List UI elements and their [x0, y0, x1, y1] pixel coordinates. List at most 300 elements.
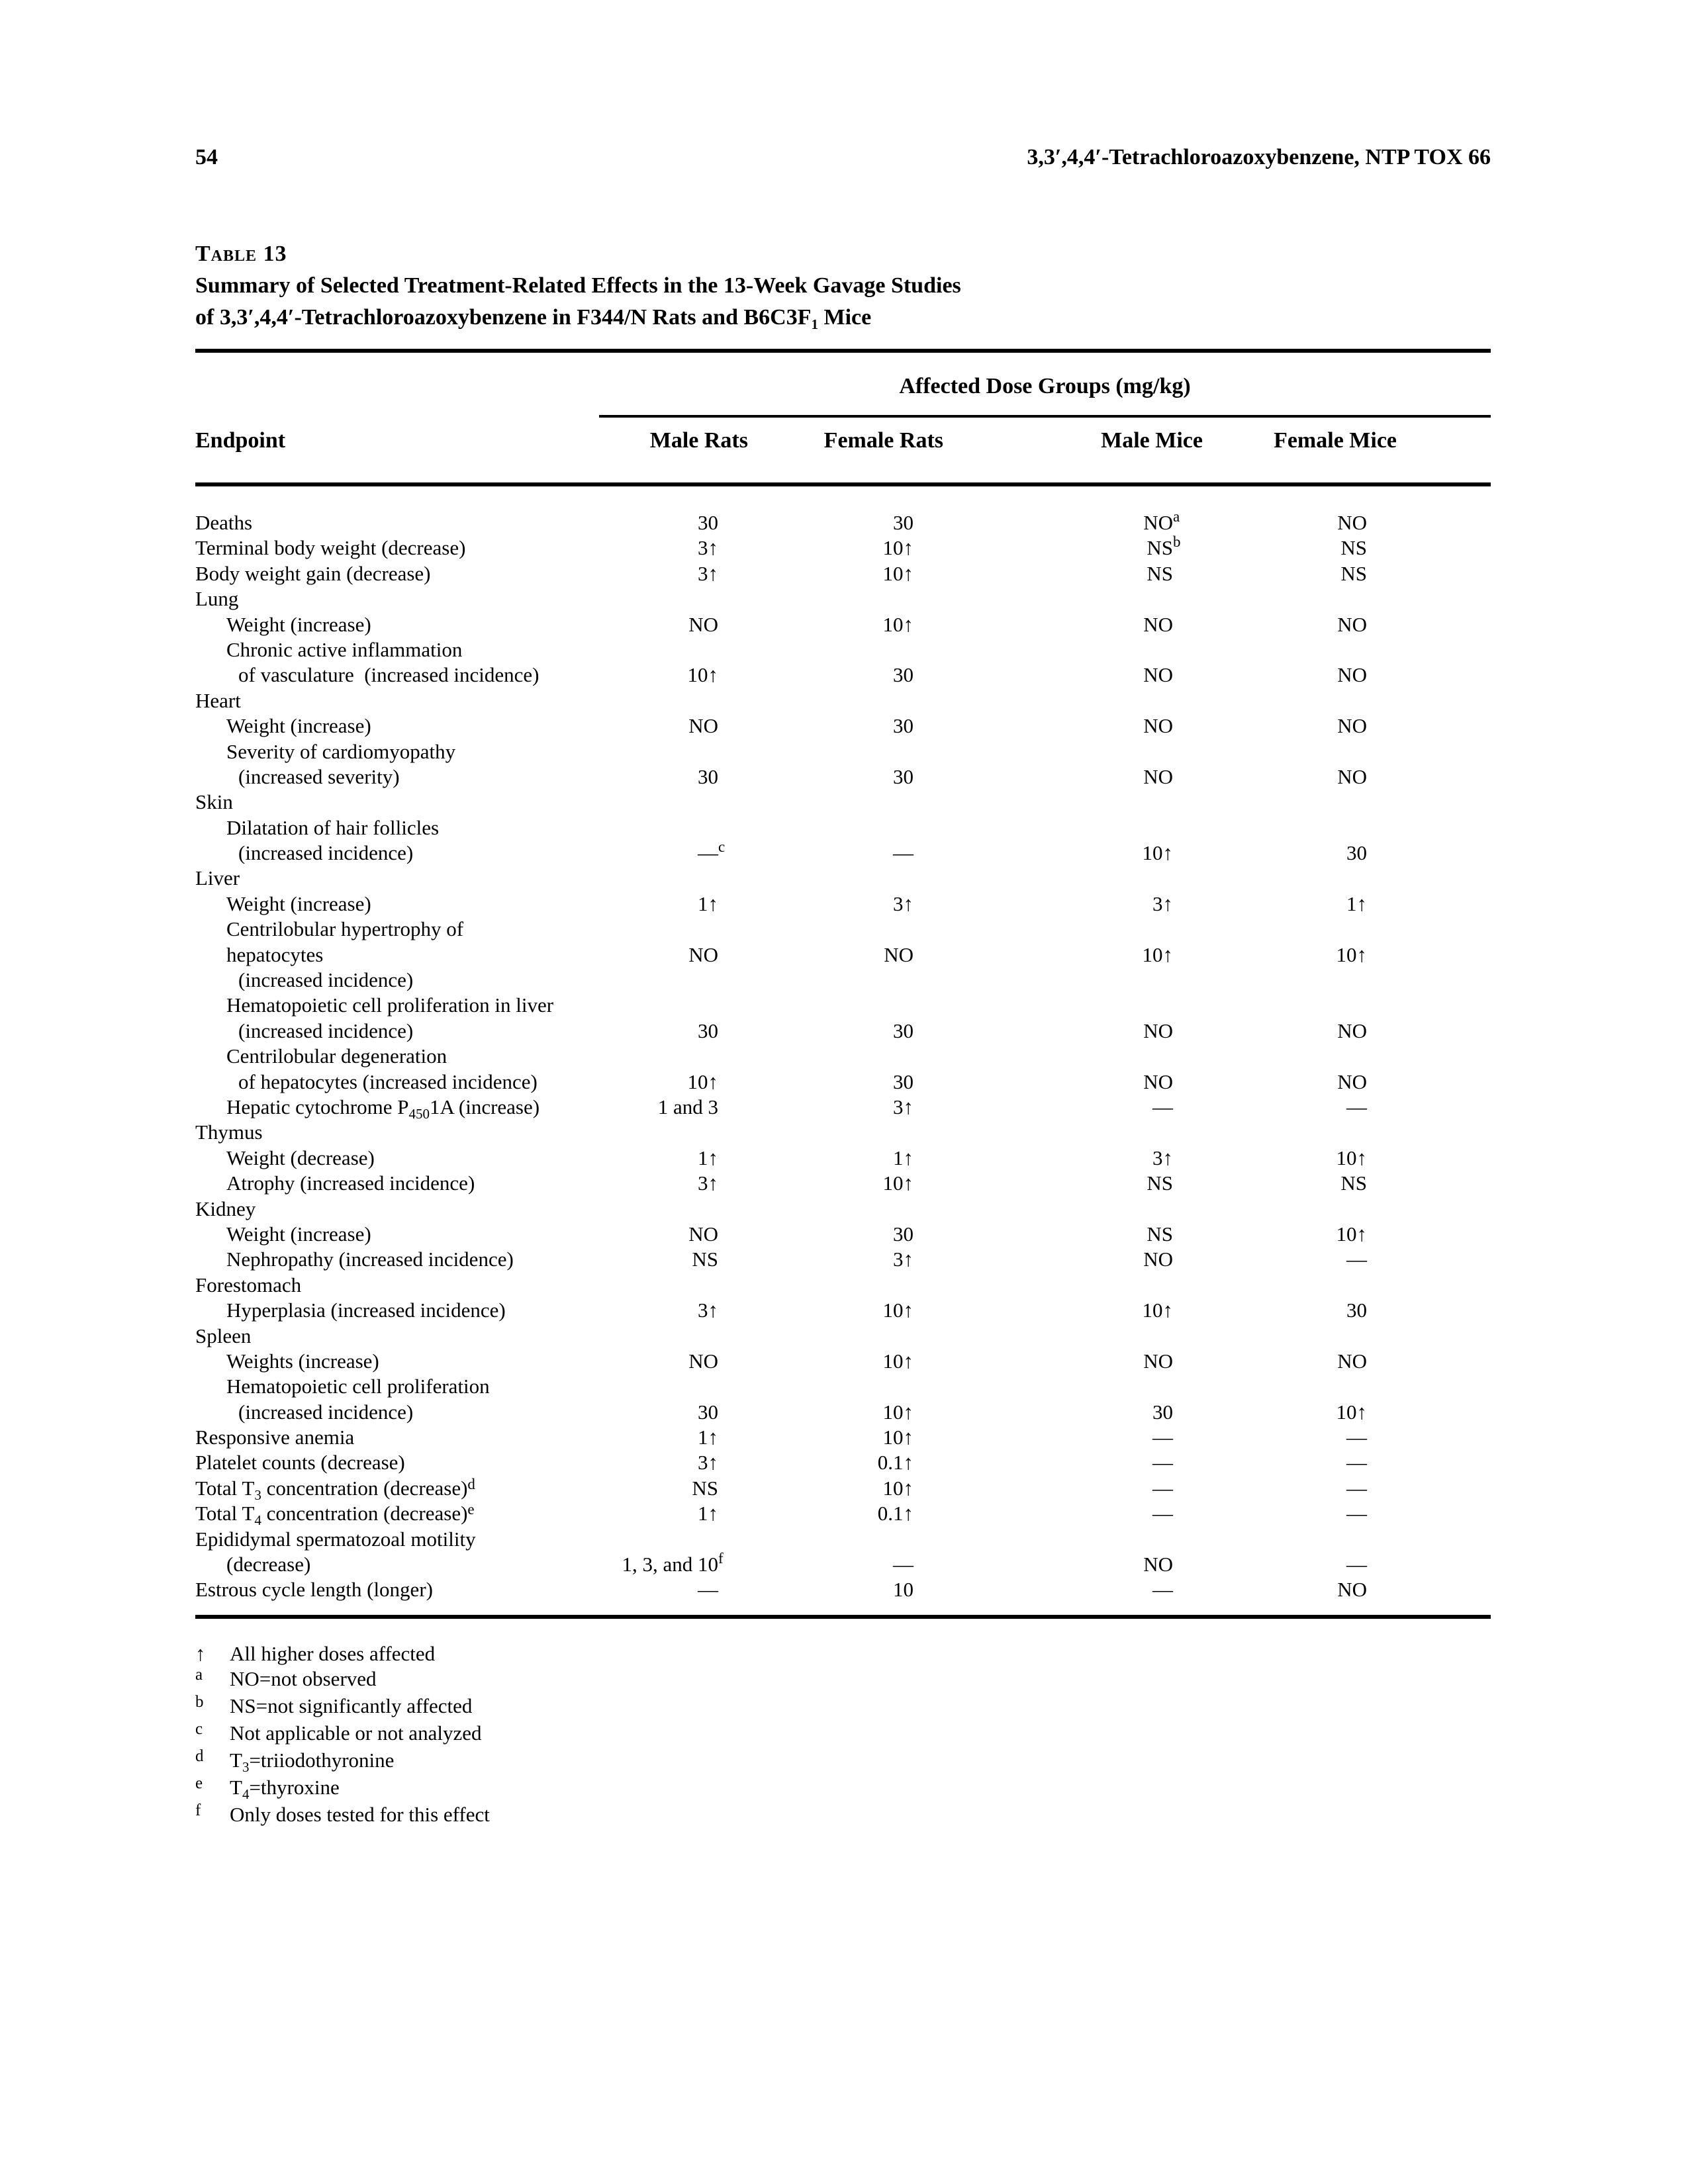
value-cell [599, 1222, 718, 1247]
value-cell [599, 1476, 718, 1501]
dose-value: 30 [698, 511, 718, 534]
dose-value: NO [688, 1222, 718, 1246]
dose-value: NS [1147, 561, 1173, 585]
value-cell [1173, 1527, 1367, 1552]
dose-value: — [893, 1553, 914, 1576]
value-cell [914, 891, 1173, 917]
table-row [195, 790, 1491, 815]
value-cell [599, 891, 718, 917]
value-cell [1173, 891, 1367, 917]
endpoint-cell: Total $T_3$ concentration (decrease)$^d$ [195, 1475, 475, 1503]
table-row [195, 993, 1491, 1018]
value-cell [599, 1450, 718, 1475]
value-cell [599, 662, 718, 688]
value-cell [599, 586, 718, 612]
dose-value: NS [1340, 536, 1367, 560]
dose-value: — [1152, 1476, 1173, 1500]
value-cell [1173, 535, 1367, 561]
endpoint-cell: (increased incidence) [238, 1019, 414, 1042]
value-cell [914, 713, 1173, 739]
endpoint-cell: Atrophy (increased incidence) [226, 1171, 475, 1195]
dose-value: 3↑ [698, 1451, 718, 1475]
dose-value: NO [688, 1349, 718, 1373]
value-cell [718, 993, 914, 1018]
dose-value: 30 [893, 714, 914, 738]
dose-value: — [1152, 1502, 1173, 1525]
table-row [195, 1552, 1491, 1577]
table-row [195, 1324, 1491, 1349]
value-cell [914, 586, 1173, 612]
dose-value: — [1152, 1578, 1173, 1602]
footnote-marker-glyph: d [195, 1747, 204, 1765]
value-cell [599, 713, 718, 739]
value-cell [718, 561, 914, 586]
footnotes [195, 1641, 1491, 1829]
dose-value: 10↑ [1336, 1146, 1367, 1169]
dose-value: 10↑ [882, 1298, 914, 1322]
table-row [195, 713, 1491, 739]
column-header-endpoint: Endpoint [195, 428, 286, 453]
dose-value: 30 [1152, 1400, 1173, 1424]
value-cell [1173, 586, 1367, 612]
dose-value: — [1346, 1451, 1367, 1475]
value-cell [914, 1044, 1173, 1069]
dose-value: — [893, 841, 914, 865]
endpoint-cell: hepatocytes [226, 942, 324, 966]
dose-value: — [1152, 1451, 1173, 1475]
value-cell [718, 841, 914, 866]
endpoint-cell: Body weight gain (decrease) [195, 561, 431, 585]
table-row [195, 662, 1491, 688]
dose-value: 3↑ [1152, 1146, 1173, 1169]
value-cell [1173, 1171, 1367, 1196]
value-cell [914, 533, 1181, 561]
footnote-text: NS=not significantly affected [230, 1694, 473, 1717]
footnote-marker-glyph: a [195, 1666, 203, 1684]
value-cell [718, 535, 914, 561]
dose-value: 30 [893, 1222, 914, 1246]
value-cell [914, 1501, 1173, 1526]
footnote-marker-glyph: e [195, 1774, 203, 1792]
value-cell [599, 1349, 718, 1374]
dose-value: 1, 3, and 10 f [622, 1550, 724, 1576]
column-header-row [195, 428, 1491, 454]
value-cell [914, 1069, 1173, 1095]
dose-value: 3↑ [893, 1095, 914, 1118]
dose-value: 1↑ [1346, 891, 1367, 915]
dose-value: NS [1147, 1171, 1173, 1195]
value-cell [914, 1095, 1173, 1120]
endpoint-cell: (decrease) [226, 1553, 311, 1576]
value-cell [599, 1425, 718, 1450]
table-label: Table 13 [195, 242, 287, 266]
value-cell [1173, 1501, 1367, 1526]
value-cell [718, 1552, 914, 1577]
endpoint-cell: Skin [195, 790, 233, 814]
footnote-marker-glyph: ↑ [195, 1642, 206, 1665]
value-cell [914, 1146, 1173, 1171]
dose-value: 1↑ [698, 891, 718, 915]
footnote-row [195, 1775, 1491, 1802]
dose-value: — [1152, 1095, 1173, 1118]
value-cell [1173, 1019, 1367, 1044]
table-row [195, 1095, 1491, 1120]
dose-value: — c [698, 839, 726, 865]
footnote-marker [195, 1802, 230, 1829]
footnote-row [195, 1802, 1491, 1829]
endpoint-cell: of vasculature (increased incidence) [238, 663, 539, 687]
value-cell [718, 637, 914, 662]
running-title: 3,3′,4,4′-Tetrachloroazoxybenzene, NTP TOX 66 [1027, 145, 1491, 169]
value-cell [914, 1552, 1173, 1577]
value-cell [1173, 1349, 1367, 1374]
dose-value: NS b [1147, 533, 1181, 560]
value-cell [914, 917, 1173, 942]
footnote-row [195, 1694, 1491, 1721]
value-cell [1173, 1273, 1367, 1298]
bottom-rule [195, 1615, 1491, 1619]
top-rule [195, 349, 1491, 353]
dose-value: — [1346, 1248, 1367, 1271]
value-cell [599, 1095, 718, 1120]
value-cell [1173, 815, 1367, 841]
value-cell [599, 1527, 718, 1552]
value-cell [599, 1120, 718, 1145]
table-row [195, 1501, 1491, 1529]
column-header-male-mice: Male Mice [1101, 428, 1203, 453]
value-cell [914, 1577, 1173, 1602]
table-title-line2: of 3,3′,4,4′-Tetrachloroazoxybenzene in F344/N Rats and $B6C3F_1$ Mice [195, 305, 872, 332]
value-cell [599, 510, 718, 535]
dose-value: NO [1337, 511, 1367, 534]
dose-value: 1↑ [893, 1146, 914, 1169]
column-header-female-rats: Female Rats [823, 428, 943, 453]
value-cell [914, 739, 1173, 764]
table-row [195, 866, 1491, 891]
endpoint-cell: Estrous cycle length (longer) [195, 1578, 433, 1602]
endpoint-cell: Spleen [195, 1324, 252, 1347]
value-cell [1173, 1324, 1367, 1349]
endpoint-cell: Total $T_4$ concentration (decrease)$^e$ [195, 1501, 475, 1529]
value-cell [718, 1527, 914, 1552]
dose-value: 1↑ [698, 1426, 718, 1449]
value-cell [914, 1324, 1173, 1349]
endpoint-cell: Weight (increase) [226, 714, 371, 738]
value-cell [1173, 713, 1367, 739]
value-cell [599, 1146, 718, 1171]
dose-value: — [1152, 1426, 1173, 1449]
dose-value: 10↑ [687, 663, 718, 687]
dose-value: NO [1337, 612, 1367, 636]
table-row [195, 1197, 1491, 1222]
dose-value: 10↑ [882, 1400, 914, 1424]
dose-value: NO [688, 612, 718, 636]
table-row [195, 1298, 1491, 1323]
endpoint-cell: Chronic active inflammation [226, 637, 463, 661]
table-row [195, 1247, 1491, 1272]
value-cell [1173, 1069, 1367, 1095]
footnote-text: Not applicable or not analyzed [230, 1721, 482, 1745]
table-row [195, 1577, 1491, 1602]
value-cell [718, 1171, 914, 1196]
value-cell [718, 586, 914, 612]
value-cell [914, 968, 1173, 993]
value-cell [718, 739, 914, 764]
dose-value: NO [688, 714, 718, 738]
value-cell [718, 1044, 914, 1069]
value-cell [914, 1400, 1173, 1425]
value-cell [914, 993, 1173, 1018]
value-cell [718, 1425, 914, 1450]
dose-value: NO [1143, 1248, 1173, 1271]
dose-value: 3↑ [893, 891, 914, 915]
value-cell [599, 637, 718, 662]
dose-value: 0.1↑ [877, 1502, 914, 1525]
dose-value: 3↑ [698, 1298, 718, 1322]
table-row [195, 1425, 1491, 1450]
value-cell [1173, 561, 1367, 586]
endpoint-cell: Centrilobular hypertrophy of [226, 917, 464, 941]
span-header-rule [599, 415, 1491, 418]
value-cell [914, 841, 1173, 866]
table-row [195, 891, 1491, 917]
value-cell [599, 993, 718, 1018]
endpoint-cell: Hepatic cytochrome $P_{450}1A$ (increase) [226, 1095, 540, 1122]
value-cell [914, 561, 1173, 586]
table-row [195, 1476, 1491, 1501]
value-cell [599, 1069, 718, 1095]
endpoint-cell: Weight (increase) [226, 1222, 371, 1246]
table-row [195, 968, 1491, 993]
table-title-line1: Summary of Selected Treatment-Related Effects in the 13-Week Gavage Studies [195, 273, 961, 298]
value-cell [914, 1450, 1173, 1475]
value-cell [599, 968, 718, 993]
endpoint-cell: (increased incidence) [238, 841, 414, 865]
table-row [195, 1527, 1491, 1552]
value-cell [599, 1273, 718, 1298]
dose-group-span-header: Affected Dose Groups (mg/kg) [899, 374, 1191, 398]
dose-value: 0.1↑ [877, 1451, 914, 1475]
value-cell [914, 764, 1173, 790]
dose-value: NS [1340, 561, 1367, 585]
endpoint-cell: Weight (decrease) [226, 1146, 375, 1169]
running-head [195, 144, 1491, 171]
value-cell [599, 942, 718, 968]
value-cell [718, 713, 914, 739]
endpoint-cell: (increased severity) [238, 764, 400, 788]
value-cell [599, 1550, 724, 1577]
value-cell [718, 1273, 914, 1298]
footnote-text: All higher doses affected [230, 1642, 436, 1665]
endpoint-cell: (increased incidence) [238, 968, 414, 992]
table-row [195, 688, 1491, 713]
value-cell [1173, 968, 1367, 993]
dose-value: 10↑ [1142, 942, 1173, 966]
dose-value: NO [1337, 1578, 1367, 1602]
table-row [195, 739, 1491, 764]
dose-value: — [1346, 1553, 1367, 1576]
value-cell [599, 1501, 718, 1526]
dose-value: NO [884, 942, 914, 966]
value-cell [1173, 510, 1367, 535]
dose-value: 1↑ [698, 1146, 718, 1169]
value-cell [914, 637, 1173, 662]
value-cell [599, 612, 718, 637]
value-cell [914, 1019, 1173, 1044]
table-row [195, 1120, 1491, 1145]
value-cell [599, 1400, 718, 1425]
table-row [195, 561, 1491, 586]
value-cell [914, 1527, 1173, 1552]
endpoint-cell: of hepatocytes (increased incidence) [238, 1069, 538, 1093]
dose-value: NS [1147, 1222, 1173, 1246]
dose-value: 30 [893, 764, 914, 788]
dose-value: 30 [893, 1069, 914, 1093]
value-cell [599, 561, 718, 586]
value-cell [1173, 790, 1367, 815]
table-row [195, 942, 1491, 968]
footnote-marker-glyph: c [195, 1720, 203, 1738]
value-cell [914, 1425, 1173, 1450]
endpoint-cell: Weights (increase) [226, 1349, 379, 1373]
dose-value: NS [692, 1248, 718, 1271]
dose-value: NO [1337, 764, 1367, 788]
value-cell [718, 1146, 914, 1171]
table-row [195, 1146, 1491, 1171]
dose-value: 10 [893, 1578, 914, 1602]
footnote-marker-glyph: f [195, 1801, 201, 1819]
table-row [195, 815, 1491, 841]
value-cell [914, 1374, 1173, 1399]
dose-value: 10↑ [687, 1069, 718, 1093]
dose-value: NO [1143, 663, 1173, 687]
dose-value: 1↑ [698, 1502, 718, 1525]
table-row [195, 917, 1491, 942]
value-cell [1173, 764, 1367, 790]
value-cell [718, 866, 914, 891]
value-cell [1173, 688, 1367, 713]
value-cell [718, 1476, 914, 1501]
dose-value: — [1346, 1502, 1367, 1525]
value-cell [718, 917, 914, 942]
value-cell [914, 790, 1173, 815]
value-cell [718, 510, 914, 535]
table-row [195, 612, 1491, 637]
dose-value: NO [1143, 612, 1173, 636]
value-cell [718, 1069, 914, 1095]
dose-value: 30 [1346, 841, 1367, 865]
dose-value: 3↑ [893, 1248, 914, 1271]
endpoint-cell: Severity of cardiomyopathy [226, 739, 456, 763]
dose-value: — [1346, 1095, 1367, 1118]
value-cell [914, 1171, 1173, 1196]
endpoint-cell: Responsive anemia [195, 1426, 355, 1449]
value-cell [1173, 1044, 1367, 1069]
endpoint-cell: Forestomach [195, 1273, 302, 1297]
dose-value: NO [1337, 1019, 1367, 1042]
footnote-text: $T_3=triiodothyronine$ [230, 1749, 395, 1775]
value-cell [718, 1450, 914, 1475]
dose-value: — [1346, 1476, 1367, 1500]
dose-value: 3↑ [698, 561, 718, 585]
value-cell [599, 1298, 718, 1323]
endpoint-cell: Hematopoietic cell proliferation [226, 1375, 490, 1398]
value-cell [718, 1197, 914, 1222]
value-cell [599, 1577, 718, 1602]
value-cell [1173, 1450, 1367, 1475]
dose-value: 1 and 3 [657, 1095, 718, 1118]
dose-value: NS [1340, 1171, 1367, 1195]
value-cell [599, 1247, 718, 1272]
value-cell [718, 790, 914, 815]
value-cell [718, 942, 914, 968]
table-row [195, 1450, 1491, 1475]
endpoint-cell: Thymus [195, 1120, 263, 1144]
endpoint-cell: Hematopoietic cell proliferation in liver [226, 993, 554, 1017]
value-cell [718, 764, 914, 790]
value-cell [718, 1400, 914, 1425]
value-cell [1173, 1298, 1367, 1323]
value-cell [914, 866, 1173, 891]
dose-value: NO [1143, 714, 1173, 738]
endpoint-cell: Heart [195, 688, 241, 712]
dose-value: NO a [1143, 508, 1180, 534]
value-cell [599, 1374, 718, 1399]
value-cell [718, 891, 914, 917]
dose-value: NO [1143, 1069, 1173, 1093]
endpoint-cell: (increased incidence) [238, 1400, 414, 1424]
dose-value: NO [1143, 764, 1173, 788]
dose-value: NO [1143, 1553, 1173, 1576]
value-cell [1173, 1222, 1367, 1247]
dose-value: 3↑ [1152, 891, 1173, 915]
dose-value: NO [1337, 663, 1367, 687]
endpoint-cell: Centrilobular degeneration [226, 1044, 447, 1068]
endpoint-cell: Liver [195, 866, 240, 890]
header-body-rule [195, 482, 1491, 486]
value-cell [914, 1247, 1173, 1272]
footnote-text: Only doses tested for this effect [230, 1803, 490, 1826]
value-cell [914, 1222, 1173, 1247]
value-cell [718, 1019, 914, 1044]
dose-value: 10↑ [1336, 1222, 1367, 1246]
table-row [195, 1171, 1491, 1196]
value-cell [1173, 637, 1367, 662]
dose-value: NO [1337, 714, 1367, 738]
dose-value: 10↑ [882, 1476, 914, 1500]
endpoint-cell: Weight (increase) [226, 891, 371, 915]
table-title-block [195, 238, 1491, 334]
value-cell [1173, 866, 1367, 891]
dose-value: 10↑ [882, 536, 914, 560]
value-cell [1173, 917, 1367, 942]
endpoint-cell: Weight (increase) [226, 612, 371, 636]
dose-value: 30 [1346, 1298, 1367, 1322]
dose-value: 3↑ [698, 536, 718, 560]
dose-value: 30 [893, 511, 914, 534]
value-cell [599, 1044, 718, 1069]
value-cell [718, 1222, 914, 1247]
endpoint-cell: Lung [195, 587, 239, 611]
value-cell [718, 1298, 914, 1323]
table-row [195, 1222, 1491, 1247]
dose-value: NO [1143, 1019, 1173, 1042]
value-cell [1173, 1400, 1367, 1425]
value-cell [914, 688, 1173, 713]
value-cell [718, 1577, 914, 1602]
table-row [195, 764, 1491, 790]
value-cell [914, 1349, 1173, 1374]
